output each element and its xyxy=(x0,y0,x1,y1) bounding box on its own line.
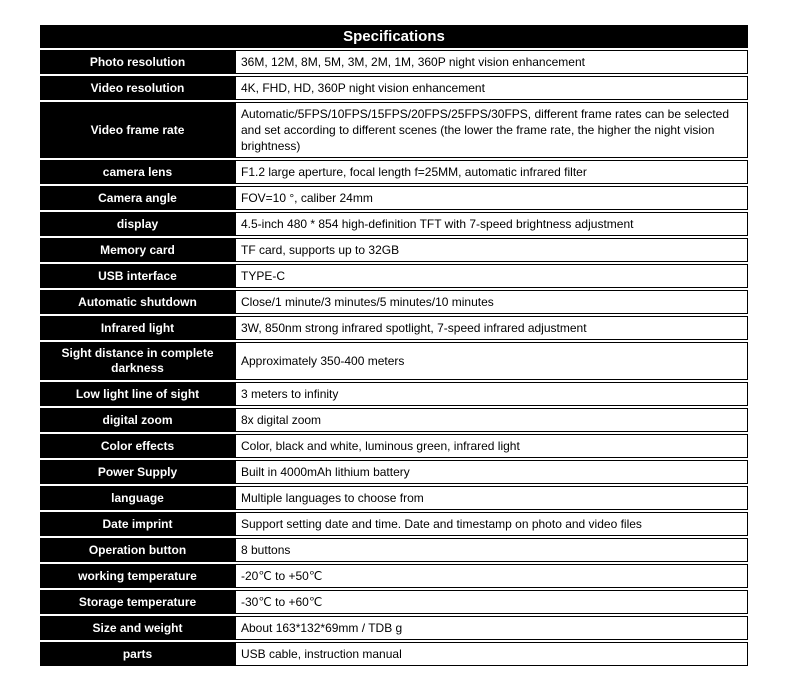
spec-label-cell: Color effects xyxy=(40,434,235,458)
spec-row xyxy=(40,50,748,74)
spec-value-cell: 8x digital zoom xyxy=(235,408,748,432)
spec-row xyxy=(40,212,748,236)
spec-label-cell: Video frame rate xyxy=(40,102,235,158)
spec-value-cell: 4.5-inch 480 * 854 high-definition TFT with 7-speed brightness adjustment xyxy=(235,212,748,236)
spec-value-cell: TF card, supports up to 32GB xyxy=(235,238,748,262)
spec-row xyxy=(40,564,748,588)
spec-label-cell: Video resolution xyxy=(40,76,235,100)
spec-row xyxy=(40,316,748,340)
spec-row xyxy=(40,408,748,432)
spec-value-cell: Approximately 350-400 meters xyxy=(235,342,748,380)
spec-row xyxy=(40,382,748,406)
spec-value-cell: 8 buttons xyxy=(235,538,748,562)
spec-row xyxy=(40,512,748,536)
spec-label-cell: Date imprint xyxy=(40,512,235,536)
spec-label-cell: Operation button xyxy=(40,538,235,562)
spec-value-cell: FOV=10 °, caliber 24mm xyxy=(235,186,748,210)
spec-label-cell: camera lens xyxy=(40,160,235,184)
spec-value-cell: 4K, FHD, HD, 360P night vision enhancement xyxy=(235,76,748,100)
spec-label-cell: Infrared light xyxy=(40,316,235,340)
spec-row xyxy=(40,102,748,158)
spec-label-cell: display xyxy=(40,212,235,236)
spec-row xyxy=(40,238,748,262)
spec-label-cell: Photo resolution xyxy=(40,50,235,74)
spec-value-cell: Color, black and white, luminous green, infrared light xyxy=(235,434,748,458)
spec-row xyxy=(40,486,748,510)
spec-value-cell: 3 meters to infinity xyxy=(235,382,748,406)
spec-label-cell: digital zoom xyxy=(40,408,235,432)
spec-value-cell: -20℃ to +50℃ xyxy=(235,564,748,588)
spec-value-cell: TYPE-C xyxy=(235,264,748,288)
spec-label-cell: Low light line of sight xyxy=(40,382,235,406)
spec-label-cell: Power Supply xyxy=(40,460,235,484)
spec-label-cell: language xyxy=(40,486,235,510)
spec-label-cell: working temperature xyxy=(40,564,235,588)
spec-row xyxy=(40,160,748,184)
spec-row xyxy=(40,616,748,640)
specifications-table-title: Specifications xyxy=(40,25,748,48)
spec-value-cell: Close/1 minute/3 minutes/5 minutes/10 minutes xyxy=(235,290,748,314)
spec-row xyxy=(40,186,748,210)
spec-label-cell: Memory card xyxy=(40,238,235,262)
spec-label-cell: Camera angle xyxy=(40,186,235,210)
spec-label-cell: Sight distance in complete darkness xyxy=(40,342,235,380)
spec-value-cell: Automatic/5FPS/10FPS/15FPS/20FPS/25FPS/30FPS, different frame rates can be selected and set according to different scenes (the lower the frame rate, the higher the night vision brightness) xyxy=(235,102,748,158)
spec-row xyxy=(40,590,748,614)
spec-value-cell: Support setting date and time. Date and timestamp on photo and video files xyxy=(235,512,748,536)
spec-label-cell: parts xyxy=(40,642,235,666)
spec-row xyxy=(40,538,748,562)
spec-value-cell: 36M, 12M, 8M, 5M, 3M, 2M, 1M, 360P night vision enhancement xyxy=(235,50,748,74)
spec-row xyxy=(40,434,748,458)
spec-value-cell: 3W, 850nm strong infrared spotlight, 7-speed infrared adjustment xyxy=(235,316,748,340)
spec-label-cell: USB interface xyxy=(40,264,235,288)
spec-label-cell: Storage temperature xyxy=(40,590,235,614)
specifications-table xyxy=(40,25,748,668)
spec-label-cell: Automatic shutdown xyxy=(40,290,235,314)
spec-rows xyxy=(40,50,748,666)
spec-row xyxy=(40,642,748,666)
spec-value-cell: USB cable, instruction manual xyxy=(235,642,748,666)
spec-row xyxy=(40,290,748,314)
spec-row xyxy=(40,342,748,380)
spec-row xyxy=(40,76,748,100)
spec-label-cell: Size and weight xyxy=(40,616,235,640)
spec-row xyxy=(40,460,748,484)
spec-row xyxy=(40,264,748,288)
spec-value-cell: F1.2 large aperture, focal length f=25MM, automatic infrared filter xyxy=(235,160,748,184)
spec-value-cell: -30℃ to +60℃ xyxy=(235,590,748,614)
spec-value-cell: Multiple languages to choose from xyxy=(235,486,748,510)
spec-value-cell: Built in 4000mAh lithium battery xyxy=(235,460,748,484)
spec-value-cell: About 163*132*69mm / TDB g xyxy=(235,616,748,640)
